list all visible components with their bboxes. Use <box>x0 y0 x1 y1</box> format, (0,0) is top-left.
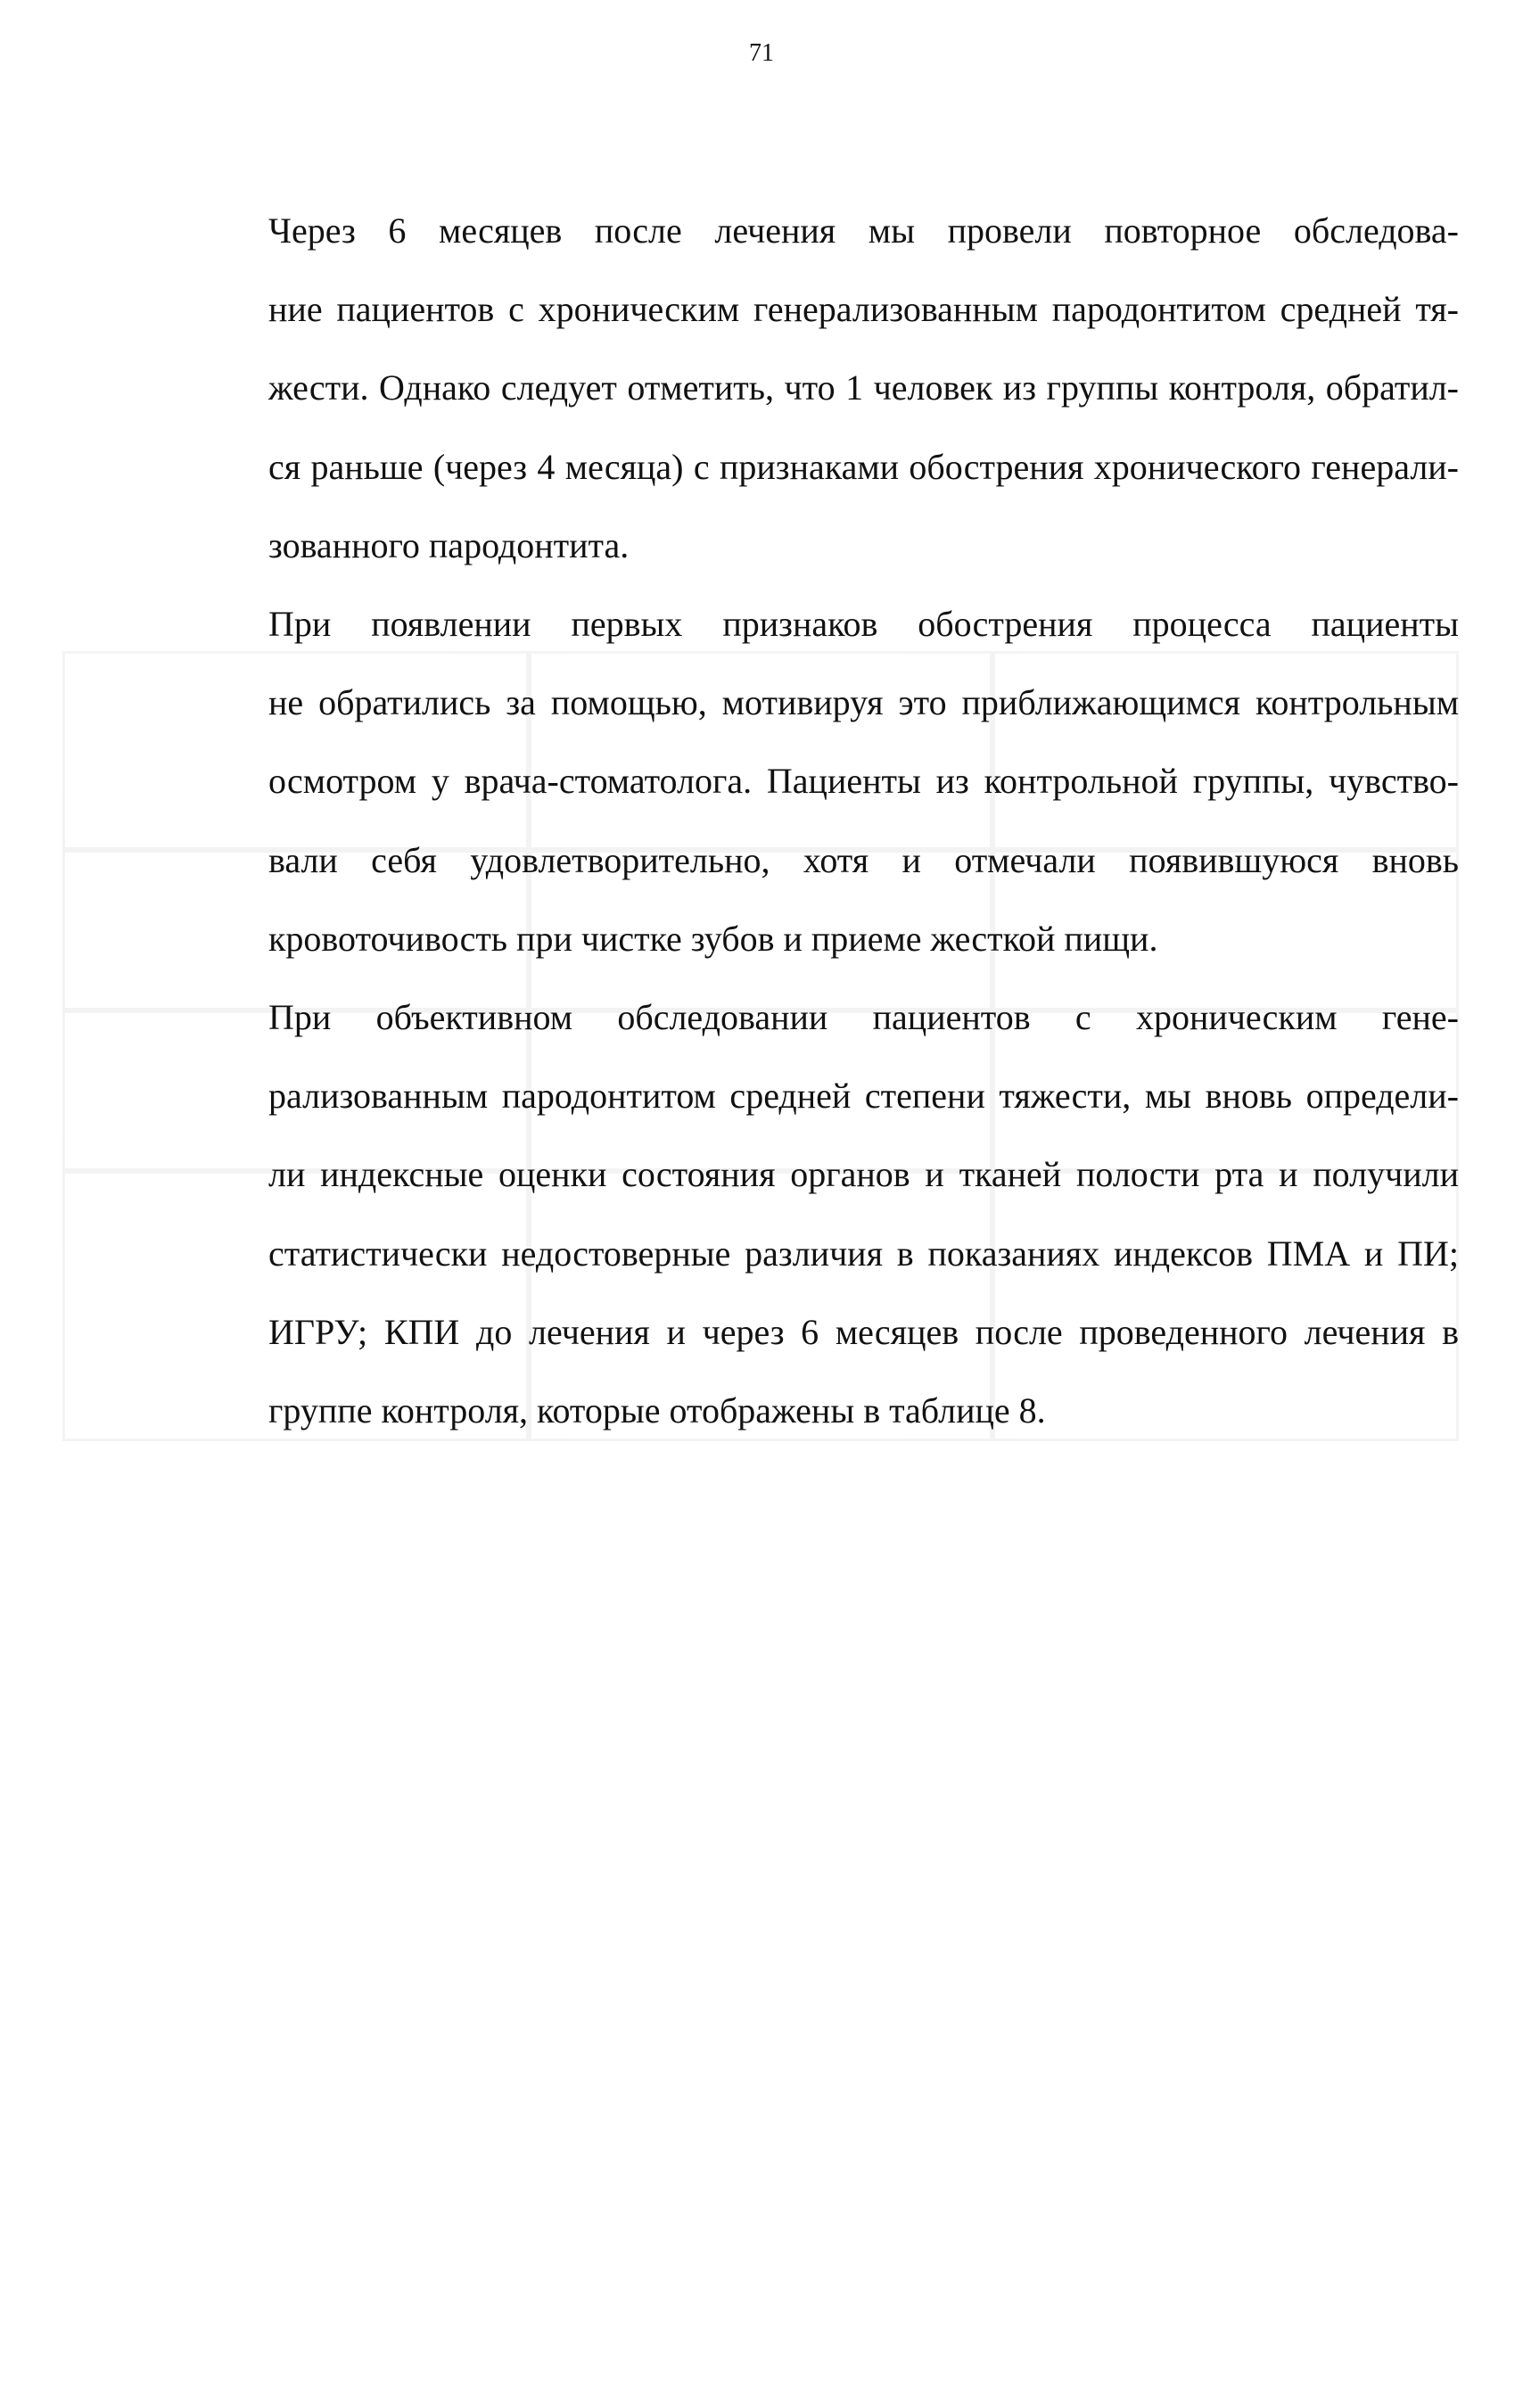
text-line: вали себя удовлетворительно, хотя и отмечали появившуюся вновь <box>268 839 1459 880</box>
text-line: При объективном обследовании пациентов с хроническим гене- <box>268 997 1459 1038</box>
text-line: группе контроля, которые отображены в таблице 8. <box>268 1390 1046 1431</box>
text-line: кровоточивость при чистке зубов и приеме жесткой пищи. <box>268 918 1158 959</box>
body-text <box>68 192 1459 1450</box>
text-line: жести. Однако следует отметить, что 1 человек из группы контроля, обратил- <box>268 367 1459 408</box>
text-line: ние пациентов с хроническим генерализованным пародонтитом средней тя- <box>268 289 1459 330</box>
text-line: рализованным пародонтитом средней степени тяжести, мы вновь определи- <box>268 1076 1459 1117</box>
text-line: осмотром у врача-стоматолога. Пациенты из контрольной группы, чувство- <box>268 761 1459 802</box>
page-number: 71 <box>749 39 774 67</box>
text-line: При появлении первых признаков обострения процесса пациенты <box>268 604 1459 645</box>
paragraph <box>68 192 1459 585</box>
text-line: Через 6 месяцев после лечения мы провели повторное обследова- <box>268 210 1459 251</box>
text-line: ли индексные оценки состояния органов и тканей полости рта и получили <box>268 1154 1459 1195</box>
paragraph <box>68 585 1459 978</box>
text-line: ИГРУ; КПИ до лечения и через 6 месяцев после проведенного лечения в <box>268 1311 1459 1352</box>
text-line: зованного пародонтита. <box>268 524 630 565</box>
text-line: ся раньше (через 4 месяца) с признаками обострения хронического генерали- <box>268 446 1459 487</box>
text-line: не обратились за помощью, мотивируя это приближающимся контрольным <box>268 682 1459 723</box>
paragraph <box>68 978 1459 1450</box>
text-line: статистически недостоверные различия в показаниях индексов ПМА и ПИ; <box>268 1233 1459 1274</box>
